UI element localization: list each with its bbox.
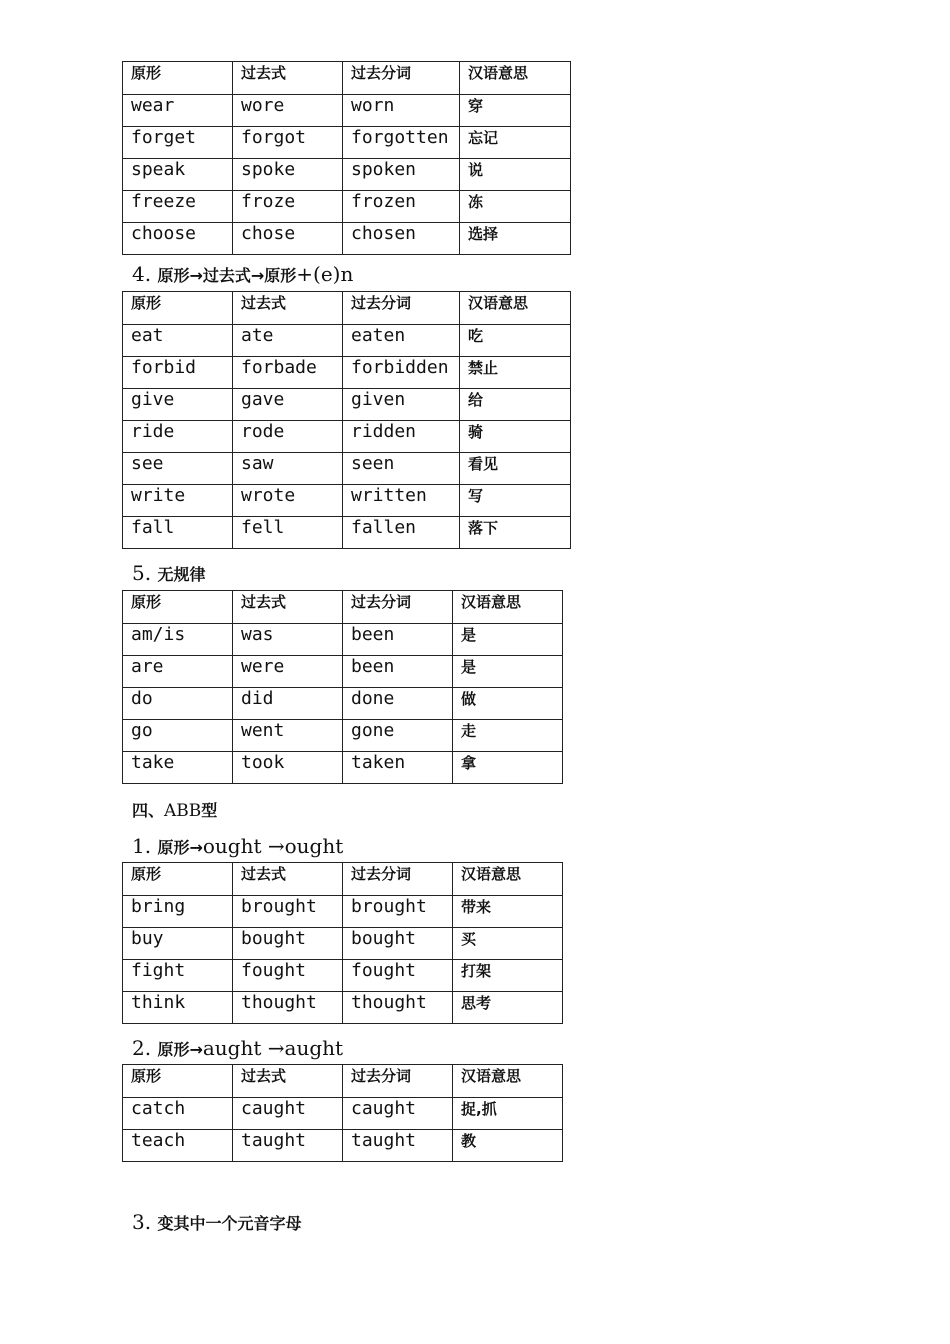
- cell-past-participle: taken: [343, 752, 453, 784]
- heading-number: 2.: [132, 1036, 152, 1060]
- header-past-participle: 过去分词: [343, 863, 453, 896]
- cell-base-form: do: [123, 688, 233, 720]
- table-row: [123, 421, 571, 453]
- verb-table-2: [122, 291, 571, 549]
- cell-base-form: teach: [123, 1130, 233, 1162]
- heading-number: 1.: [132, 834, 152, 858]
- heading-mid: ABB: [164, 801, 202, 821]
- cell-past-participle: eaten: [343, 325, 460, 357]
- cell-base-form: fight: [123, 960, 233, 992]
- heading-text: 原形→: [157, 1040, 203, 1059]
- cell-base-form: forbid: [123, 357, 233, 389]
- cell-past-participle: fought: [343, 960, 453, 992]
- header-chinese-meaning: 汉语意思: [453, 863, 563, 896]
- header-past-participle: 过去分词: [343, 1065, 453, 1098]
- table-row: [123, 517, 571, 549]
- cell-chinese-meaning: 思考: [453, 992, 563, 1024]
- cell-past-tense: froze: [233, 191, 343, 223]
- cell-past-participle: spoken: [343, 159, 460, 191]
- cell-past-tense: was: [233, 624, 343, 656]
- cell-past-tense: took: [233, 752, 343, 784]
- verb-table-1: [122, 61, 571, 255]
- table-header-row: [123, 863, 563, 896]
- heading-text: 原形→: [157, 838, 203, 857]
- table-row: [123, 688, 563, 720]
- cell-past-participle: ridden: [343, 421, 460, 453]
- cell-past-tense: forbade: [233, 357, 343, 389]
- cell-past-participle: gone: [343, 720, 453, 752]
- header-base-form: 原形: [123, 62, 233, 95]
- cell-past-participle: written: [343, 485, 460, 517]
- header-chinese-meaning: 汉语意思: [453, 591, 563, 624]
- table-row: [123, 656, 563, 688]
- cell-base-form: catch: [123, 1098, 233, 1130]
- table-row: [123, 896, 563, 928]
- table-row: [123, 960, 563, 992]
- header-past-tense: 过去式: [233, 292, 343, 325]
- table-row: [123, 159, 571, 191]
- cell-chinese-meaning: 吃: [460, 325, 571, 357]
- header-past-tense: 过去式: [233, 62, 343, 95]
- cell-past-participle: forgotten: [343, 127, 460, 159]
- verb-table-3: [122, 590, 563, 784]
- verb-table: [122, 590, 563, 784]
- cell-chinese-meaning: 带来: [453, 896, 563, 928]
- cell-past-participle: worn: [343, 95, 460, 127]
- cell-chinese-meaning: 拿: [453, 752, 563, 784]
- table-row: [123, 485, 571, 517]
- header-past-participle: 过去分词: [343, 292, 460, 325]
- header-chinese-meaning: 汉语意思: [460, 62, 571, 95]
- cell-base-form: are: [123, 656, 233, 688]
- table-row: [123, 992, 563, 1024]
- cell-chinese-meaning: 冻: [460, 191, 571, 223]
- cell-past-tense: wrote: [233, 485, 343, 517]
- cell-past-participle: been: [343, 656, 453, 688]
- cell-past-tense: went: [233, 720, 343, 752]
- cell-base-form: ride: [123, 421, 233, 453]
- cell-chinese-meaning: 做: [453, 688, 563, 720]
- header-base-form: 原形: [123, 1065, 233, 1098]
- cell-base-form: eat: [123, 325, 233, 357]
- cell-chinese-meaning: 禁止: [460, 357, 571, 389]
- table-row: [123, 223, 571, 255]
- section-heading-4: [132, 262, 353, 286]
- table-row: [123, 95, 571, 127]
- table-row: [123, 127, 571, 159]
- cell-base-form: am/is: [123, 624, 233, 656]
- cell-past-tense: taught: [233, 1130, 343, 1162]
- table-row: [123, 453, 571, 485]
- table-header-row: [123, 292, 571, 325]
- cell-base-form: write: [123, 485, 233, 517]
- verb-table: [122, 1064, 563, 1162]
- header-base-form: 原形: [123, 292, 233, 325]
- header-base-form: 原形: [123, 863, 233, 896]
- subheading-abb-3: [132, 1210, 301, 1234]
- cell-chinese-meaning: 走: [453, 720, 563, 752]
- table-row: [123, 928, 563, 960]
- cell-past-participle: fallen: [343, 517, 460, 549]
- verb-table-5: [122, 1064, 563, 1162]
- cell-past-tense: ate: [233, 325, 343, 357]
- cell-past-tense: rode: [233, 421, 343, 453]
- cell-base-form: speak: [123, 159, 233, 191]
- cell-past-tense: were: [233, 656, 343, 688]
- verb-table: [122, 61, 571, 255]
- cell-base-form: wear: [123, 95, 233, 127]
- cell-past-participle: thought: [343, 992, 453, 1024]
- cell-chinese-meaning: 选择: [460, 223, 571, 255]
- table-row: [123, 720, 563, 752]
- cell-past-tense: forgot: [233, 127, 343, 159]
- table-header-row: [123, 62, 571, 95]
- cell-base-form: freeze: [123, 191, 233, 223]
- heading-prefix: 四、: [132, 801, 165, 820]
- header-chinese-meaning: 汉语意思: [453, 1065, 563, 1098]
- table-header-row: [123, 591, 563, 624]
- cell-past-tense: chose: [233, 223, 343, 255]
- cell-chinese-meaning: 给: [460, 389, 571, 421]
- cell-base-form: go: [123, 720, 233, 752]
- cell-chinese-meaning: 买: [453, 928, 563, 960]
- table-row: [123, 357, 571, 389]
- cell-past-participle: given: [343, 389, 460, 421]
- cell-base-form: see: [123, 453, 233, 485]
- cell-past-participle: been: [343, 624, 453, 656]
- heading-tail: aught →aught: [202, 1036, 344, 1060]
- cell-base-form: choose: [123, 223, 233, 255]
- heading-tail: ought →ought: [202, 834, 344, 858]
- heading-number: 5.: [132, 561, 152, 585]
- cell-chinese-meaning: 打架: [453, 960, 563, 992]
- cell-past-tense: did: [233, 688, 343, 720]
- cell-past-participle: seen: [343, 453, 460, 485]
- table-row: [123, 1130, 563, 1162]
- cell-past-participle: taught: [343, 1130, 453, 1162]
- cell-chinese-meaning: 捉,抓: [453, 1098, 563, 1130]
- table-row: [123, 191, 571, 223]
- cell-chinese-meaning: 是: [453, 624, 563, 656]
- cell-past-participle: brought: [343, 896, 453, 928]
- cell-past-participle: frozen: [343, 191, 460, 223]
- table-row: [123, 325, 571, 357]
- cell-past-tense: saw: [233, 453, 343, 485]
- subheading-abb-2: [132, 1036, 343, 1060]
- cell-chinese-meaning: 穿: [460, 95, 571, 127]
- cell-base-form: think: [123, 992, 233, 1024]
- subheading-abb-1: [132, 834, 343, 858]
- cell-past-participle: caught: [343, 1098, 453, 1130]
- cell-base-form: fall: [123, 517, 233, 549]
- table-row: [123, 389, 571, 421]
- cell-past-tense: fell: [233, 517, 343, 549]
- cell-base-form: forget: [123, 127, 233, 159]
- heading-number: 3.: [132, 1210, 152, 1234]
- cell-past-tense: brought: [233, 896, 343, 928]
- header-past-participle: 过去分词: [343, 62, 460, 95]
- heading-text: 原形→过去式→原形: [157, 266, 297, 285]
- verb-table: [122, 291, 571, 549]
- cell-past-tense: wore: [233, 95, 343, 127]
- cell-past-tense: gave: [233, 389, 343, 421]
- header-past-tense: 过去式: [233, 1065, 343, 1098]
- cell-past-tense: bought: [233, 928, 343, 960]
- cell-chinese-meaning: 落下: [460, 517, 571, 549]
- verb-table-4: [122, 862, 563, 1024]
- verb-table: [122, 862, 563, 1024]
- cell-chinese-meaning: 忘记: [460, 127, 571, 159]
- cell-past-participle: forbidden: [343, 357, 460, 389]
- heading-text: 变其中一个元音字母: [157, 1214, 302, 1233]
- cell-past-tense: caught: [233, 1098, 343, 1130]
- cell-chinese-meaning: 骑: [460, 421, 571, 453]
- cell-chinese-meaning: 教: [453, 1130, 563, 1162]
- cell-base-form: give: [123, 389, 233, 421]
- cell-past-tense: thought: [233, 992, 343, 1024]
- cell-past-tense: fought: [233, 960, 343, 992]
- cell-past-participle: chosen: [343, 223, 460, 255]
- cell-base-form: buy: [123, 928, 233, 960]
- cell-chinese-meaning: 是: [453, 656, 563, 688]
- cell-past-participle: bought: [343, 928, 453, 960]
- cell-base-form: take: [123, 752, 233, 784]
- table-row: [123, 624, 563, 656]
- cell-chinese-meaning: 看见: [460, 453, 571, 485]
- header-chinese-meaning: 汉语意思: [460, 292, 571, 325]
- heading-number: 4.: [132, 262, 152, 286]
- cell-chinese-meaning: 写: [460, 485, 571, 517]
- table-row: [123, 752, 563, 784]
- table-header-row: [123, 1065, 563, 1098]
- header-past-participle: 过去分词: [343, 591, 453, 624]
- header-past-tense: 过去式: [233, 591, 343, 624]
- heading-suffix: 型: [201, 801, 218, 820]
- header-base-form: 原形: [123, 591, 233, 624]
- table-row: [123, 1098, 563, 1130]
- cell-base-form: bring: [123, 896, 233, 928]
- heading-tail: +(e)n: [296, 262, 354, 286]
- cell-chinese-meaning: 说: [460, 159, 571, 191]
- section-heading-abb: [132, 798, 217, 821]
- header-past-tense: 过去式: [233, 863, 343, 896]
- cell-past-tense: spoke: [233, 159, 343, 191]
- heading-text: 无规律: [157, 565, 206, 584]
- cell-past-participle: done: [343, 688, 453, 720]
- section-heading-5: [132, 561, 205, 585]
